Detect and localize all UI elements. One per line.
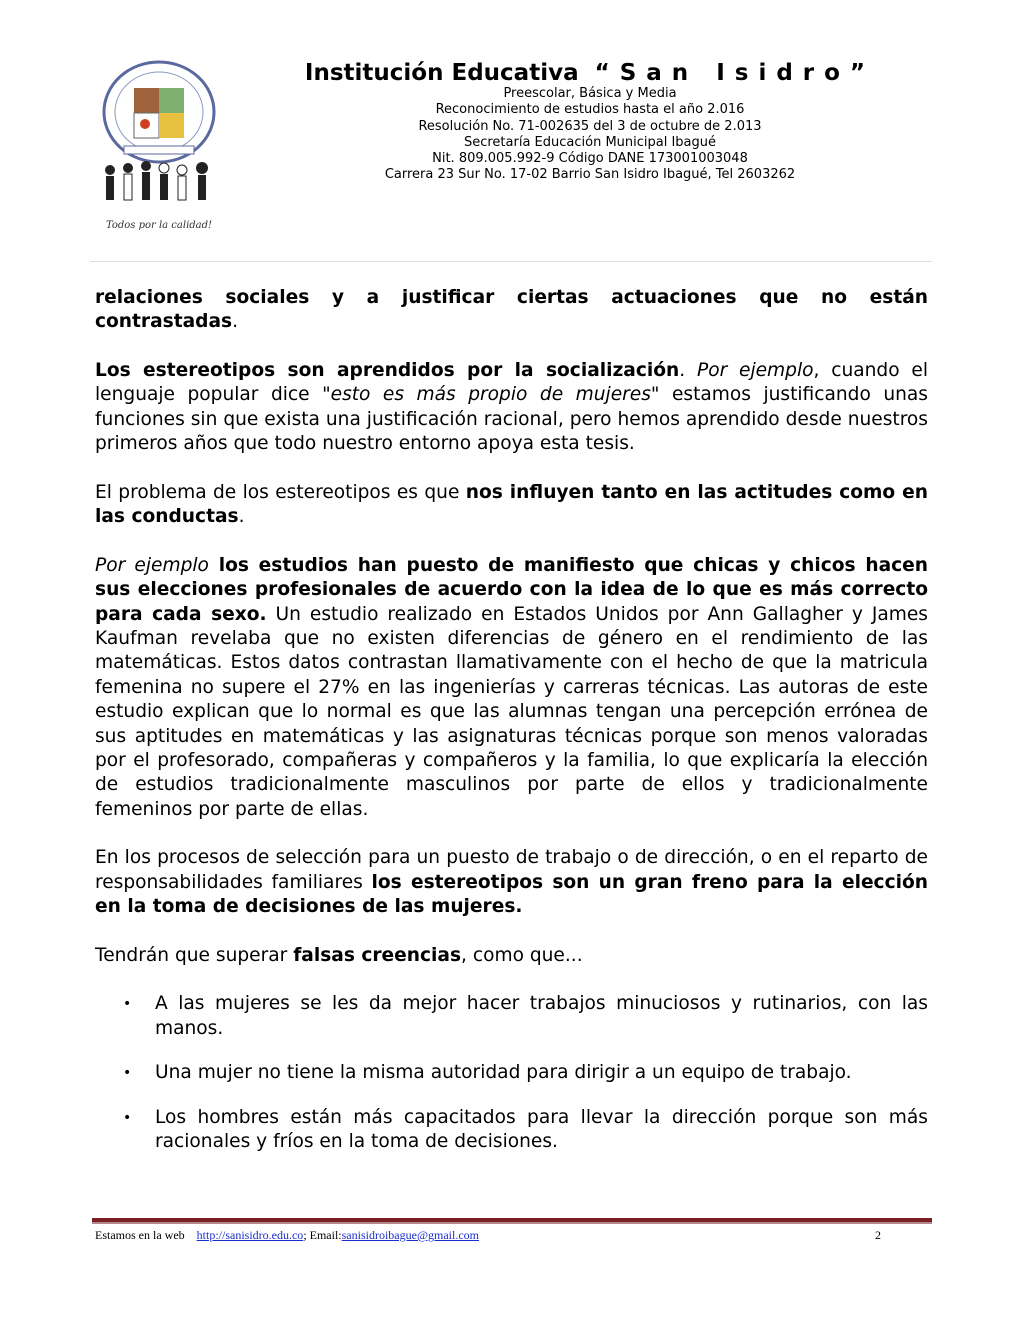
header-line: Carrera 23 Sur No. 17-02 Barrio San Isidro Ibagué, Tel 2603262 xyxy=(384,167,796,183)
paragraphs xyxy=(95,286,928,968)
paragraph xyxy=(95,359,928,457)
email-link[interactable]: sanisidroibague@gmail.com xyxy=(341,1228,479,1242)
bullet-list xyxy=(95,992,928,1154)
svg-text:Todos por la calidad!: Todos por la calidad! xyxy=(105,220,213,231)
title-part: Institución Educativa xyxy=(304,60,579,86)
text: . xyxy=(679,360,697,381)
letterhead xyxy=(280,60,900,184)
text: . xyxy=(238,506,245,528)
header-line: Resolución No. 71-002635 del 3 de octubre de 2.013 xyxy=(418,118,762,134)
italic-text: Por ejemplo xyxy=(95,554,209,576)
paragraph xyxy=(95,554,928,822)
bullet-icon: • xyxy=(123,1065,132,1082)
bold-text: los estereotipos son un gran freno para la elección en la toma de decisiones de las mujeres. xyxy=(95,871,928,918)
institution-name xyxy=(280,60,900,86)
page-number: 2 xyxy=(875,1228,881,1242)
bold-text: los estudios han puesto de manifiesto que chicas y chicos hacen sus elecciones profesionales de acuerdo con la idea de lo que es más correcto para cada sexo. xyxy=(95,554,928,625)
header-line: Secretaría Educación Municipal Ibagué xyxy=(463,134,717,150)
bold-text: Los estereotipos son aprendidos por la socialización xyxy=(95,360,680,381)
paragraph xyxy=(95,481,928,530)
text: , como que... xyxy=(461,944,583,966)
website-link[interactable]: http://sanisidro.edu.co xyxy=(196,1228,304,1242)
document-body xyxy=(95,286,928,1175)
list-item xyxy=(95,1061,928,1085)
footer-email-label: ; Email: xyxy=(303,1228,342,1242)
list-item-text: Los hombres están más capacitados para llevar la dirección porque son más racionales y fríos en la toma de decisiones. xyxy=(155,1106,928,1153)
paragraph xyxy=(95,286,928,335)
bold-text: nos influyen tanto en las actitudes como en las conductas xyxy=(95,481,928,528)
header-divider xyxy=(90,261,932,262)
footer xyxy=(95,1228,881,1243)
text: El problema de los estereotipos es que xyxy=(95,481,466,503)
list-item-text: A las mujeres se les da mejor hacer trabajos minuciosos y rutinarios, con las manos. xyxy=(155,993,928,1039)
italic-text: esto es más propio de mujeres xyxy=(330,384,651,406)
bullet-icon: • xyxy=(123,996,132,1013)
paragraph xyxy=(95,846,928,919)
footer-label: Estamos en la web xyxy=(95,1228,185,1242)
italic-text: Por ejemplo xyxy=(696,360,814,381)
bold-text: relaciones sociales y a justificar ciertas actuaciones que no están contrastadas xyxy=(95,287,928,333)
text: , cuando el lenguaje popular dice " xyxy=(95,360,929,406)
text: Tendrán que superar xyxy=(95,944,294,966)
paragraph xyxy=(95,944,928,968)
header-line: Nit. 809.005.992-9 Código DANE 173001003048 xyxy=(432,151,748,167)
list-item-text: Una mujer no tiene la misma autoridad para dirigir a un equipo de trabajo. xyxy=(155,1062,852,1084)
text: Un estudio realizado en Estados Unidos por Ann Gallagher y James Kaufman revelaba que no existen diferencias de género en el rendimiento de las matemáticas. Estos datos contrastan llamativamente con el hecho de que la matricula femenina no supere el 27% en las ingenierías y carreras técnicas. Las autoras de este estudio explican que lo normal es que las alumnas tengan una percepción errónea de sus aptitudes en matemáticas y las asignaturas técnicas porque son menos valoradas por el profesorado, compañeras y compañeros y la familia, lo que explicaría la elección de estudios tradicionalmente masculinos por parte de ellos y tradicionalmente femeninos por parte de ellas. xyxy=(95,603,928,820)
list-item xyxy=(95,1106,928,1155)
header-line: Preescolar, Básica y Media xyxy=(503,86,677,101)
text: " estamos justificando unas funciones sin que exista una justificación racional, pero hemos aprendido desde nuestros primeros años que todo nuestro entorno apoya esta tesis. xyxy=(95,384,928,455)
text: En los procesos de selección para un puesto de trabajo o de dirección, o en el reparto de responsabilidades familiares xyxy=(95,847,928,893)
title-school: “San Isidro” xyxy=(594,60,876,86)
bold-text: falsas creencias xyxy=(293,944,462,966)
list-item xyxy=(95,992,928,1041)
school-logo xyxy=(98,60,220,232)
footer-divider xyxy=(92,1218,932,1224)
bullet-icon: • xyxy=(123,1109,132,1126)
header-line: Reconocimiento de estudios hasta el año 2.016 xyxy=(435,102,745,118)
text: . xyxy=(232,311,238,333)
